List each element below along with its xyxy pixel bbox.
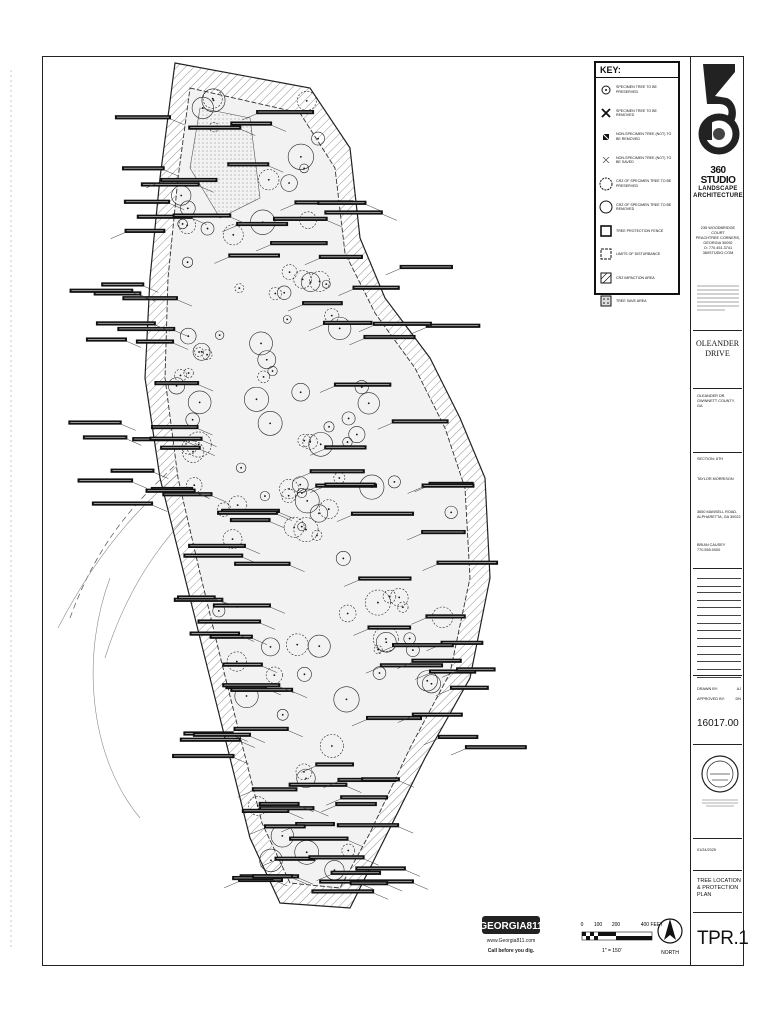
tree-callout-text [428, 325, 479, 326]
tree-callout-text [98, 323, 154, 324]
tree-center [288, 488, 290, 490]
tree-callout-leader [122, 424, 136, 430]
general-notes-block [695, 283, 741, 324]
tree-center [270, 646, 272, 648]
tree-center [187, 207, 189, 209]
tree-center [192, 451, 194, 453]
tree-callout-text [336, 384, 389, 385]
tree-callout-text [94, 503, 151, 504]
tree-callout-text [365, 337, 413, 338]
tree-center [266, 359, 268, 361]
tree-center [379, 672, 381, 674]
legend-key [594, 61, 680, 304]
tree-callout-text [72, 290, 132, 291]
tree-callout-text [369, 627, 409, 628]
tree-center [300, 156, 302, 158]
tree-center [236, 661, 238, 663]
tree-center [263, 376, 265, 378]
tree-callout-text [96, 293, 140, 294]
tree-callout-text [143, 184, 198, 185]
tree-center [318, 512, 320, 514]
divider [693, 838, 742, 839]
tree-center [207, 228, 209, 230]
tree-callout-text [219, 512, 276, 513]
tree-center [289, 271, 291, 273]
tree-callout-text [185, 555, 241, 556]
tree-callout-text [229, 164, 267, 165]
divider [693, 744, 742, 745]
tree-callout-leader [111, 233, 125, 239]
tree-callout-text [103, 284, 142, 285]
divider [693, 675, 742, 676]
tree-callout-text [232, 689, 291, 690]
tree-callout-text [212, 636, 251, 637]
legend-item [596, 196, 678, 220]
tree-callout-text [313, 891, 372, 892]
tree-callout-text [190, 127, 239, 128]
tree-callout-text [319, 202, 364, 203]
tree-callout-text [357, 868, 404, 869]
tree-callout-text [375, 323, 430, 324]
tree-center [304, 673, 306, 675]
sheet-date: 01/24/2025 [697, 848, 717, 852]
tree-center [450, 511, 452, 513]
tree-center [296, 644, 298, 646]
tree-center [281, 835, 283, 837]
tree-callout-text [310, 857, 362, 858]
tree-callout-text [113, 470, 153, 471]
tree-callout-text [275, 218, 326, 219]
tree-center [301, 526, 303, 528]
tree-callout-text [153, 427, 197, 428]
tree-callout-text [230, 255, 278, 256]
scale-tick-100: 100 [593, 922, 603, 928]
tree-callout-text [238, 223, 286, 224]
tree-center [199, 401, 201, 403]
tree-center [300, 391, 302, 393]
tree-center [206, 354, 208, 356]
legend-item-label: LIMITS OF DISTURBANCE [616, 252, 661, 257]
tree-callout-leader [451, 749, 465, 755]
tree-callout-text [382, 665, 441, 666]
tree-callout-text [254, 789, 296, 790]
tree-callout-text [402, 266, 451, 267]
revision-header [697, 572, 741, 587]
nonspecimen-saved-icon [599, 153, 613, 167]
tree-callout-text [277, 858, 313, 859]
tree-callout-text [326, 212, 380, 213]
tree-callout-text [192, 633, 238, 634]
tree-center [232, 234, 234, 236]
tree-callout-text [297, 824, 333, 825]
legend-item-label: SPECIMEN TREE TO BE PRESERVED [616, 85, 657, 94]
tree-center [306, 100, 308, 102]
svg-text:1" = 150': 1" = 150' [602, 948, 622, 954]
tree-callout-text [304, 303, 341, 304]
tree-callout-text [368, 717, 420, 718]
scale-tick-200: 200 [611, 922, 621, 928]
tree-callout-text [291, 838, 346, 839]
legend-item [596, 219, 678, 243]
legend-item-label: CRZ OF SPECIMEN TREE TO BE REMOVED [616, 202, 672, 212]
crz-removed-icon [599, 200, 613, 214]
divider [693, 452, 742, 453]
tree-center [368, 402, 370, 404]
tree-center [288, 182, 290, 184]
tree-callout-text [414, 714, 461, 715]
tree-center [192, 419, 194, 421]
tree-callout-leader [414, 883, 428, 889]
preserve-tree-icon [599, 83, 613, 97]
tree-callout-text [321, 256, 361, 257]
tree-center [393, 481, 395, 483]
tree-callout-text [190, 545, 244, 546]
tree-center [282, 714, 284, 716]
tree-callout-text [138, 341, 172, 342]
legend-item-label: TREE SAVE AREA [616, 299, 647, 304]
tree-center [402, 606, 404, 608]
tree-callout-text [427, 616, 463, 617]
tree-callout-text [164, 494, 210, 495]
tree-callout-text [85, 437, 125, 438]
tree-callout-text [439, 562, 497, 563]
tree-center [328, 426, 330, 428]
tree-center [320, 443, 322, 445]
tree-callout-leader [374, 893, 388, 899]
tree-callout-text [80, 480, 132, 481]
tree-callout-text [333, 872, 379, 873]
tree-center [306, 500, 308, 502]
tree-center [273, 674, 275, 676]
tree-center [398, 597, 400, 599]
tree-center [201, 351, 203, 353]
tree-callout-text [337, 804, 375, 805]
tree-center [240, 467, 242, 469]
crz-impaction-icon [599, 271, 613, 285]
divider [693, 912, 742, 913]
project-name: OLEANDER DRIVE [695, 339, 740, 358]
tree-callout-text [413, 660, 459, 661]
tree-center [303, 440, 305, 442]
tree-center [238, 287, 240, 289]
tree-center [338, 477, 340, 479]
project-owner: TAYLOR MORRISON [697, 477, 734, 481]
tree-callout-text [354, 287, 397, 288]
tree-callout-text [291, 784, 346, 785]
tree-callout-leader [412, 328, 426, 334]
approved-by: APPROVED BY: DN [697, 697, 741, 701]
tree-callout-text [162, 180, 215, 181]
firm-name: 360 STUDIO LANDSCAPE ARCHITECTURE [693, 165, 743, 199]
tree-center [256, 398, 258, 400]
tree-center [317, 138, 319, 140]
project-location: OLEANDER DR. GWINNETT COUNTY, GA [697, 394, 735, 408]
tree-callout-leader [153, 505, 167, 511]
tree-center [260, 343, 262, 345]
tree-center [202, 107, 204, 109]
divider [693, 330, 742, 331]
tree-center [342, 558, 344, 560]
tree-callout-text [458, 669, 494, 670]
tree-callout-text [175, 215, 230, 216]
tree-callout-text [182, 739, 239, 740]
tree-callout-text [266, 826, 304, 827]
divider [693, 568, 742, 569]
project-section: SECTION: 6TH [697, 457, 724, 461]
firm-address: 235 WOODBRIDGE COURT PEACHTREE CORNERS, GEORGIA 30092 O: 770.451.3741 360STUDIO.COM [695, 226, 741, 255]
tree-center [409, 638, 411, 640]
tree-callout-text [452, 687, 487, 688]
tree-center [232, 538, 234, 540]
tree-center [288, 495, 290, 497]
tree-center [213, 99, 215, 101]
tree-callout-leader [386, 269, 400, 275]
tree-callout-text [353, 513, 412, 514]
tree-center [283, 292, 285, 294]
job-number: 16017.00 [697, 718, 739, 729]
owner-address: 3650 MANSELL ROAD, ALPHARETTA, GA 30022 [697, 510, 741, 519]
legend-item [596, 102, 678, 126]
tree-callout-text [394, 421, 447, 422]
tree-center [305, 778, 307, 780]
tree-center [187, 261, 189, 263]
tree-callout-text [224, 664, 261, 665]
legend-item [596, 243, 678, 267]
tree-callout-text [326, 447, 364, 448]
legend-item-label: NON-SPECIMEN TREE (NOT) TO BE SAVED [616, 155, 672, 165]
tree-callout-text [70, 422, 119, 423]
tree-callout-text [424, 485, 473, 486]
tree-center [212, 98, 214, 100]
tree-center [237, 504, 239, 506]
tree-center [347, 441, 349, 443]
tree-center [309, 441, 311, 443]
remove-tree-icon [599, 106, 613, 120]
tree-center [274, 293, 276, 295]
tree-callout-leader [388, 885, 402, 891]
tree-center [272, 370, 274, 372]
tree-callout-text [342, 797, 386, 798]
tree-center [377, 649, 379, 651]
tree-callout-text [423, 532, 464, 533]
tree-center [331, 315, 333, 317]
tree-callout-text [151, 438, 200, 439]
tree-center [198, 444, 200, 446]
tree-center [264, 495, 266, 497]
tree-center [385, 641, 387, 643]
scale-tick-0: 0 [580, 922, 584, 928]
tree-callout-text [258, 112, 312, 113]
drawn-by: DRAWN BY: AJ [697, 687, 741, 691]
tree-callout-leader [366, 205, 380, 211]
tree-callout-text [117, 117, 169, 118]
tree-callout-text [312, 471, 363, 472]
tree-center [269, 422, 271, 424]
legend-item [596, 172, 678, 196]
sheet-title: TREE LOCATION & PROTECTION PLAN [697, 878, 741, 898]
owner-contact: BRIAN CAUSEY 770.555.0000 [697, 543, 726, 552]
tree-callout-text [124, 168, 163, 169]
tree-center [268, 179, 270, 181]
tree-center [389, 596, 391, 598]
tree-callout-leader [224, 882, 238, 888]
tree-center [299, 484, 301, 486]
georgia-811-logo [480, 914, 542, 958]
legend-item-label: SPECIMEN TREE TO BE REMOVED [616, 108, 657, 118]
tree-callout-text [394, 645, 452, 646]
tree-center [331, 745, 333, 747]
tree-callout-leader [133, 482, 147, 488]
tree-save-icon [599, 294, 613, 308]
tree-center [180, 375, 182, 377]
tree-callout-text [215, 605, 269, 606]
legend-item-label: NON-SPECIMEN TREE (NOT) TO BE REMOVED [616, 132, 672, 141]
svg-text:NORTH: NORTH [661, 950, 679, 956]
tree-center [348, 418, 350, 420]
legend-item [596, 266, 678, 290]
tree-callout-text [352, 883, 387, 884]
tree-callout-text [236, 563, 288, 564]
tree-callout-text [440, 736, 477, 737]
tree-center [198, 351, 200, 353]
tree-center [325, 283, 327, 285]
tree-center [347, 850, 349, 852]
svg-text:www.Georgia811.com: www.Georgia811.com [486, 938, 536, 944]
tree-center [426, 680, 428, 682]
revision-table [697, 592, 741, 684]
tree-center [193, 484, 195, 486]
legend-item-label: CRZ IMPACTION AREA [616, 275, 655, 280]
tree-center [257, 805, 259, 807]
tree-center [412, 649, 414, 651]
tree-callout-text [224, 685, 278, 686]
tree-callout-text [195, 734, 249, 735]
tree-center [318, 645, 320, 647]
tree-callout-text [127, 230, 164, 231]
north-arrow-icon [657, 916, 683, 960]
tree-center [188, 372, 190, 374]
site-plan-drawing [50, 58, 610, 958]
tree-center [180, 195, 182, 197]
legend-item-label: TREE PROTECTION FENCE [616, 228, 664, 233]
tree-callout-text [363, 779, 398, 780]
tree-center [377, 602, 379, 604]
firm-logo [697, 60, 741, 160]
tree-center [310, 281, 312, 283]
tree-callout-text [360, 578, 409, 579]
tree-callout-text [179, 597, 214, 598]
svg-text:GEORGIA811: GEORGIA811 [480, 921, 542, 932]
tree-callout-text [326, 484, 373, 485]
tree-center [219, 334, 221, 336]
tree-callout-leader [399, 827, 413, 833]
left-margin-notes [8, 60, 36, 960]
tree-callout-text [147, 490, 193, 491]
legend-item [596, 78, 678, 102]
scale-tick-400: 400 FEET [640, 922, 664, 928]
tree-center [346, 698, 348, 700]
tree-center [431, 683, 433, 685]
divider [693, 870, 742, 871]
tree-callout-text [339, 825, 397, 826]
tree-callout-text [325, 322, 370, 323]
tree-callout-text [261, 803, 298, 804]
legend-item [596, 290, 678, 314]
svg-text:Call before you dig.: Call before you dig. [487, 948, 535, 954]
limits-icon [599, 247, 613, 261]
tree-callout-text [467, 747, 525, 748]
tree-callout-text [174, 756, 232, 757]
legend-title: KEY: [596, 63, 678, 78]
tree-center [328, 508, 330, 510]
tree-callout-text [88, 339, 125, 340]
tree-callout-text [156, 383, 197, 384]
tree-center [286, 318, 288, 320]
tree-callout-text [244, 810, 287, 811]
tree-center [347, 613, 349, 615]
tree-center [339, 328, 341, 330]
tree-center [246, 695, 248, 697]
tree-center [306, 851, 308, 853]
tree-callout-text [272, 243, 326, 244]
legend-item [596, 125, 678, 149]
tree-callout-text [317, 764, 352, 765]
crz-preserved-icon [599, 177, 613, 191]
tree-callout-leader [406, 870, 420, 876]
nonspecimen-remove-icon [599, 130, 613, 144]
legend-item [596, 149, 678, 173]
tree-center [356, 434, 358, 436]
tree-callout-text [162, 447, 199, 448]
sheet-number: TPR.1 [697, 928, 749, 949]
tree-center [270, 859, 272, 861]
professional-seal [700, 752, 740, 812]
tree-center [385, 638, 387, 640]
protection-fence-icon [599, 224, 613, 238]
tree-callout-text [232, 520, 269, 521]
tree-callout-text [124, 298, 176, 299]
legend-item-label: CRZ OF SPECIMEN TREE TO BE PRESERVED [616, 179, 672, 188]
tree-callout-text [254, 876, 291, 877]
tree-callout-text [236, 728, 287, 729]
tree-callout-text [126, 201, 168, 202]
divider [693, 388, 742, 389]
tree-center [182, 223, 184, 225]
tree-callout-leader [383, 214, 397, 220]
tree-center [218, 610, 220, 612]
tree-callout-text [232, 123, 270, 124]
tree-callout-text [199, 621, 259, 622]
